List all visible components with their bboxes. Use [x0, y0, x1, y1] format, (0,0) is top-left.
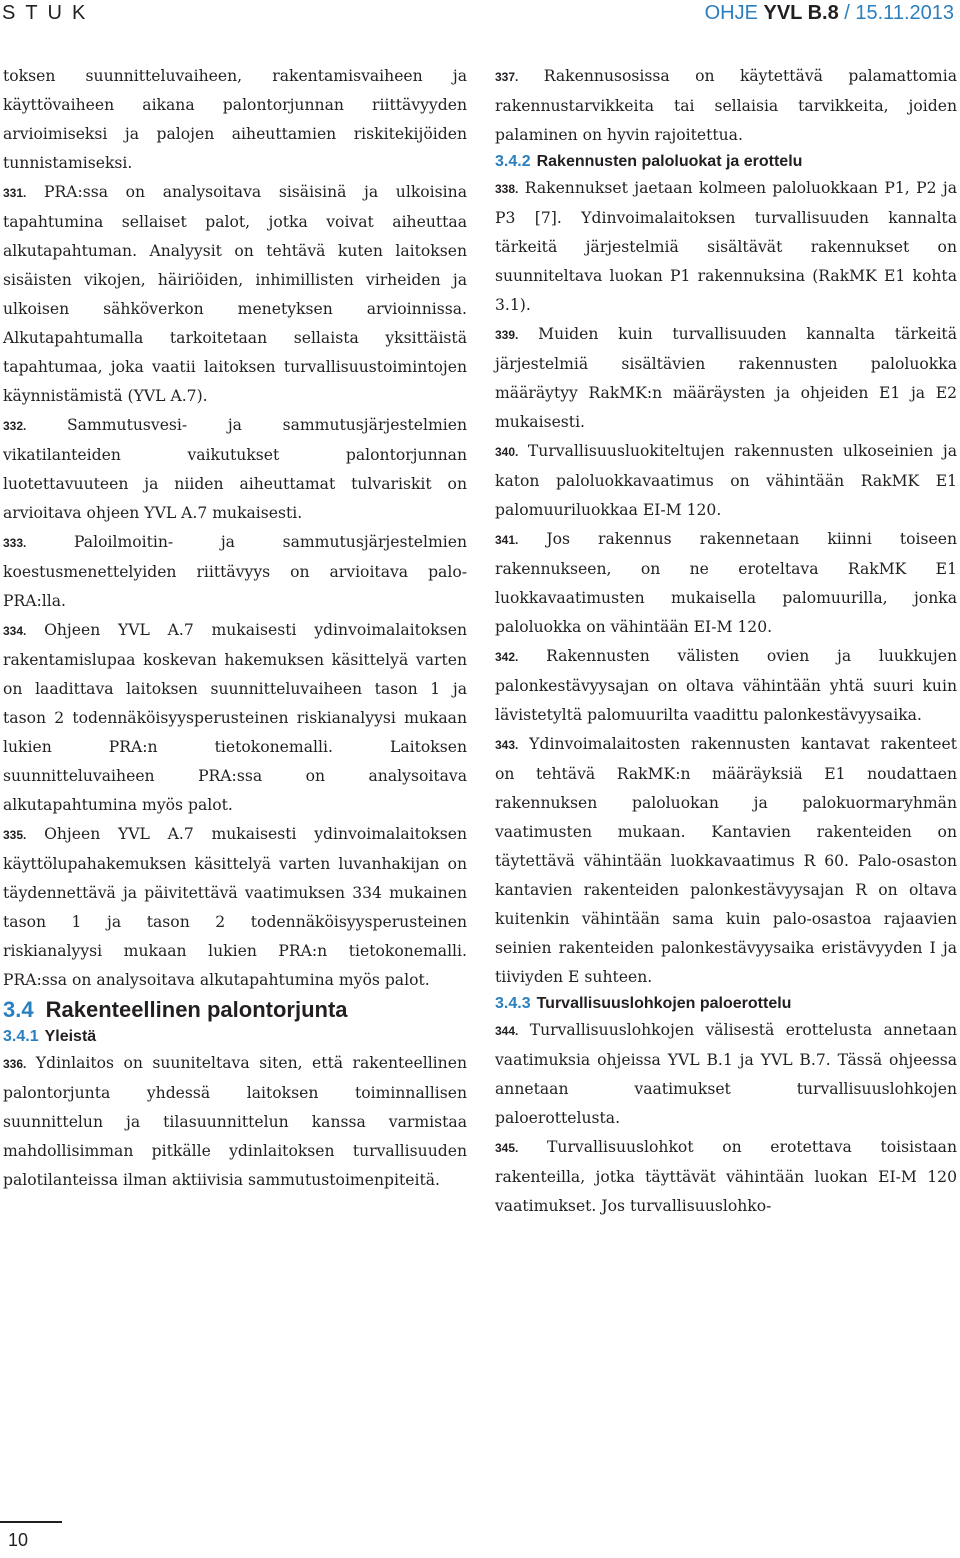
subsection-number: 3.4.3: [495, 995, 531, 1012]
footer-rule: [0, 1521, 62, 1523]
paragraph-number: 335.: [3, 828, 27, 842]
subsection-title: Rakennusten paloluokat ja erottelu: [536, 153, 803, 170]
subsection-number: 3.4.1: [3, 1028, 39, 1045]
subsection-heading-3-4-2: [495, 150, 957, 174]
paragraph-continued: toksen suunnitteluvaiheen, rakentamisvaiheen ja käyttövaiheen aikana palontorjunnan riittävyyden arvioimiseksi ja palojen aiheuttamien riskitekijöiden tunnistamiseksi.: [3, 67, 467, 172]
publisher-name: STUK: [2, 2, 96, 24]
subsection-number: 3.4.2: [495, 153, 531, 170]
paragraph-341: [495, 525, 957, 642]
paragraph-text: Rakennusosissa on käytettävä palamattomia rakennustarvikkeita tai sellaisia tarvikkeita, joiden palaminen on hyvin rajoitettua.: [495, 67, 957, 144]
paragraph-332: [3, 411, 467, 528]
paragraph-345: [495, 1133, 957, 1221]
paragraph-number: 338.: [495, 182, 519, 196]
paragraph-text: Turvallisuuslohkojen välisestä erottelusta annetaan vaatimuksia ohjeissa YVL B.1 ja YVL B.7. Tässä ohjeessa annetaan vaatimukset turvallisuuslohkojen paloerottelusta.: [495, 1021, 957, 1127]
paragraph-number: 342.: [495, 650, 519, 664]
section-title: Rakenteellinen palontorjunta: [45, 997, 348, 1022]
guide-date: / 15.11.2013: [838, 2, 954, 24]
page-number: 10: [8, 1530, 29, 1550]
paragraph-number: 340.: [495, 445, 519, 459]
paragraph-343: [495, 730, 957, 992]
paragraph-text: Rakennukset jaetaan kolmeen paloluokkaan P1, P2 ja P3 [7]. Ydinvoimalaitoksen turvallisuuden kannalta tärkeitä järjestelmiä sisältävät rakennukset on suunniteltava luokan P1 rakennuksina (RakMK E1 kohta 3.1).: [495, 179, 957, 314]
paragraph-text: Ohjeen YVL A.7 mukaisesti ydinvoimalaitoksen rakentamislupaa koskevan hakemuksen käsittelyä varten on laadittava laitoksen suunnitteluvaiheen tason 1 ja tason 2 todennäköisyysperusteinen riskianalyysi mukaan lukien PRA:n tietokonemalli. Laitoksen suunnitteluvaiheen PRA:ssa on analysoitava alkutapahtumina myös palot.: [3, 621, 467, 814]
paragraph-text: Rakennusten välisten ovien ja luukkujen palonkestävyysajan on oltava vähintään yhtä suuri kuin lävistetyltä palomuurilta vaadittu palonkestävyysaika.: [495, 647, 957, 724]
page-header: [0, 0, 960, 26]
paragraph-number: 344.: [495, 1024, 519, 1038]
paragraph-339: [495, 320, 957, 437]
guide-prefix: OHJE: [704, 2, 764, 24]
paragraph-text: Turvallisuuslohkot on erotettava toisistaan rakenteilla, jotka täyttävät vähintään luokan EI-M 120 vaatimukset. Jos turvallisuuslohko-: [495, 1138, 957, 1215]
paragraph-344: [495, 1016, 957, 1133]
paragraph-number: 341.: [495, 533, 519, 547]
paragraph-338: [495, 174, 957, 320]
paragraph-text: Muiden kuin turvallisuuden kannalta tärkeitä järjestelmiä sisältävien rakennusten paloluokka määräytyy RakMK:n määräysten ja ohjeiden E1 ja E2 mukaisesti.: [495, 325, 957, 431]
subsection-heading-3-4-1: [3, 1025, 467, 1049]
paragraph-number: 334.: [3, 624, 27, 638]
paragraph-336: [3, 1049, 467, 1195]
subsection-heading-3-4-3: [495, 992, 957, 1016]
paragraph-334: [3, 616, 467, 820]
paragraph-number: 337.: [495, 70, 519, 84]
paragraph-text: Ydinvoimalaitosten rakennusten kantavat rakenteet on tehtävä RakMK:n määräyksiä E1 noudattaen rakennuksen paloluokan ja palokuormaryhmän vaatimusten mukaan. Kantavien rakenteiden on täytettävä vähintään luokkavaatimus R 60. Palo-osaston kantavien rakenteiden palonkestävyysajan R on oltava kuitenkin vähintään sama kuin palo-osastoa rajaavien seinien rakenteiden palonkestävyysaika eristävyyden I ja tiiviyden E suhteen.: [495, 735, 957, 986]
section-number: 3.4: [3, 997, 34, 1022]
paragraph-number: 336.: [3, 1057, 27, 1071]
subsection-title: Turvallisuuslohkojen paloerottelu: [536, 995, 792, 1012]
paragraph-text: Ohjeen YVL A.7 mukaisesti ydinvoimalaitoksen käyttölupahakemuksen käsittelyä varten luvanhakijan on täydennettävä ja päivitettävä vaatimuksen 334 mukainen tason 1 ja tason 2 todennäköisyysperusteinen riskianalyysi mukaan lukien PRA:n tietokonemalli. PRA:ssa on analysoitava alkutapahtumina myös palot.: [3, 825, 467, 989]
paragraph-340: [495, 437, 957, 525]
paragraph-333: [3, 528, 467, 616]
paragraph-number: 339.: [495, 328, 519, 342]
guide-reference: [705, 0, 954, 26]
paragraph-331: [3, 178, 467, 411]
left-column: [3, 62, 467, 1195]
paragraph-text: Turvallisuusluokiteltujen rakennusten ulkoseinien ja katon paloluokkavaatimus on vähintään RakMK E1 palomuuriluokkaa EI-M 120.: [495, 442, 957, 519]
paragraph-number: 331.: [3, 186, 27, 200]
paragraph-337: [495, 62, 957, 150]
subsection-title: Yleistä: [44, 1028, 97, 1045]
guide-code: YVL B.8: [763, 2, 839, 24]
paragraph-text: PRA:ssa on analysoitava sisäisinä ja ulkoisina tapahtumina sellaiset palot, jotka voivat aiheuttaa alkutapahtuman. Analyysit on tehtävä kuten laitoksen sisäisten vikojen, häiriöiden, inhimillisten virheiden ja ulkoisen sähköverkon menetyksen arvioinnissa. Alkutapahtumalla tarkoitetaan sellaista yksittäistä tapahtumaa, joka vaatii laitoksen turvallisuustoimintojen käynnistämistä (YVL A.7).: [3, 183, 467, 405]
paragraph-342: [495, 642, 957, 730]
paragraph-text: Paloilmoitin- ja sammutusjärjestelmien koestusmenettelyiden riittävyys on arvioitava palo-PRA:lla.: [3, 533, 467, 610]
right-column: [495, 62, 957, 1221]
paragraph-number: 332.: [3, 419, 27, 433]
paragraph-number: 343.: [495, 738, 519, 752]
paragraph-text: Ydinlaitos on suuniteltava siten, että rakenteellinen palontorjunta yhdessä laitoksen toiminnallisen suunnittelun ja tilasuunnittelun kanssa varmistaa mahdollisimman pitkälle ydinlaitoksen turvallisuuden palotilanteissa ilman aktiivisia sammutustoimenpiteitä.: [3, 1054, 467, 1189]
paragraph-text: Sammutusvesi- ja sammutusjärjestelmien vikatilanteiden vaikutukset palontorjunnan luotettavuuteen ja niiden aiheuttamat tulvariskit on arvioitava ohjeen YVL A.7 mukaisesti.: [3, 416, 467, 522]
paragraph-number: 333.: [3, 536, 27, 550]
paragraph-text: Jos rakennus rakennetaan kiinni toiseen rakennukseen, on ne eroteltava RakMK E1 luokkavaatimusten mukaisella palomuurilla, jonka paloluokka on vähintään EI-M 120.: [495, 530, 957, 636]
paragraph-335: [3, 820, 467, 995]
section-heading-3-4: [3, 995, 467, 1025]
paragraph-number: 345.: [495, 1141, 519, 1155]
